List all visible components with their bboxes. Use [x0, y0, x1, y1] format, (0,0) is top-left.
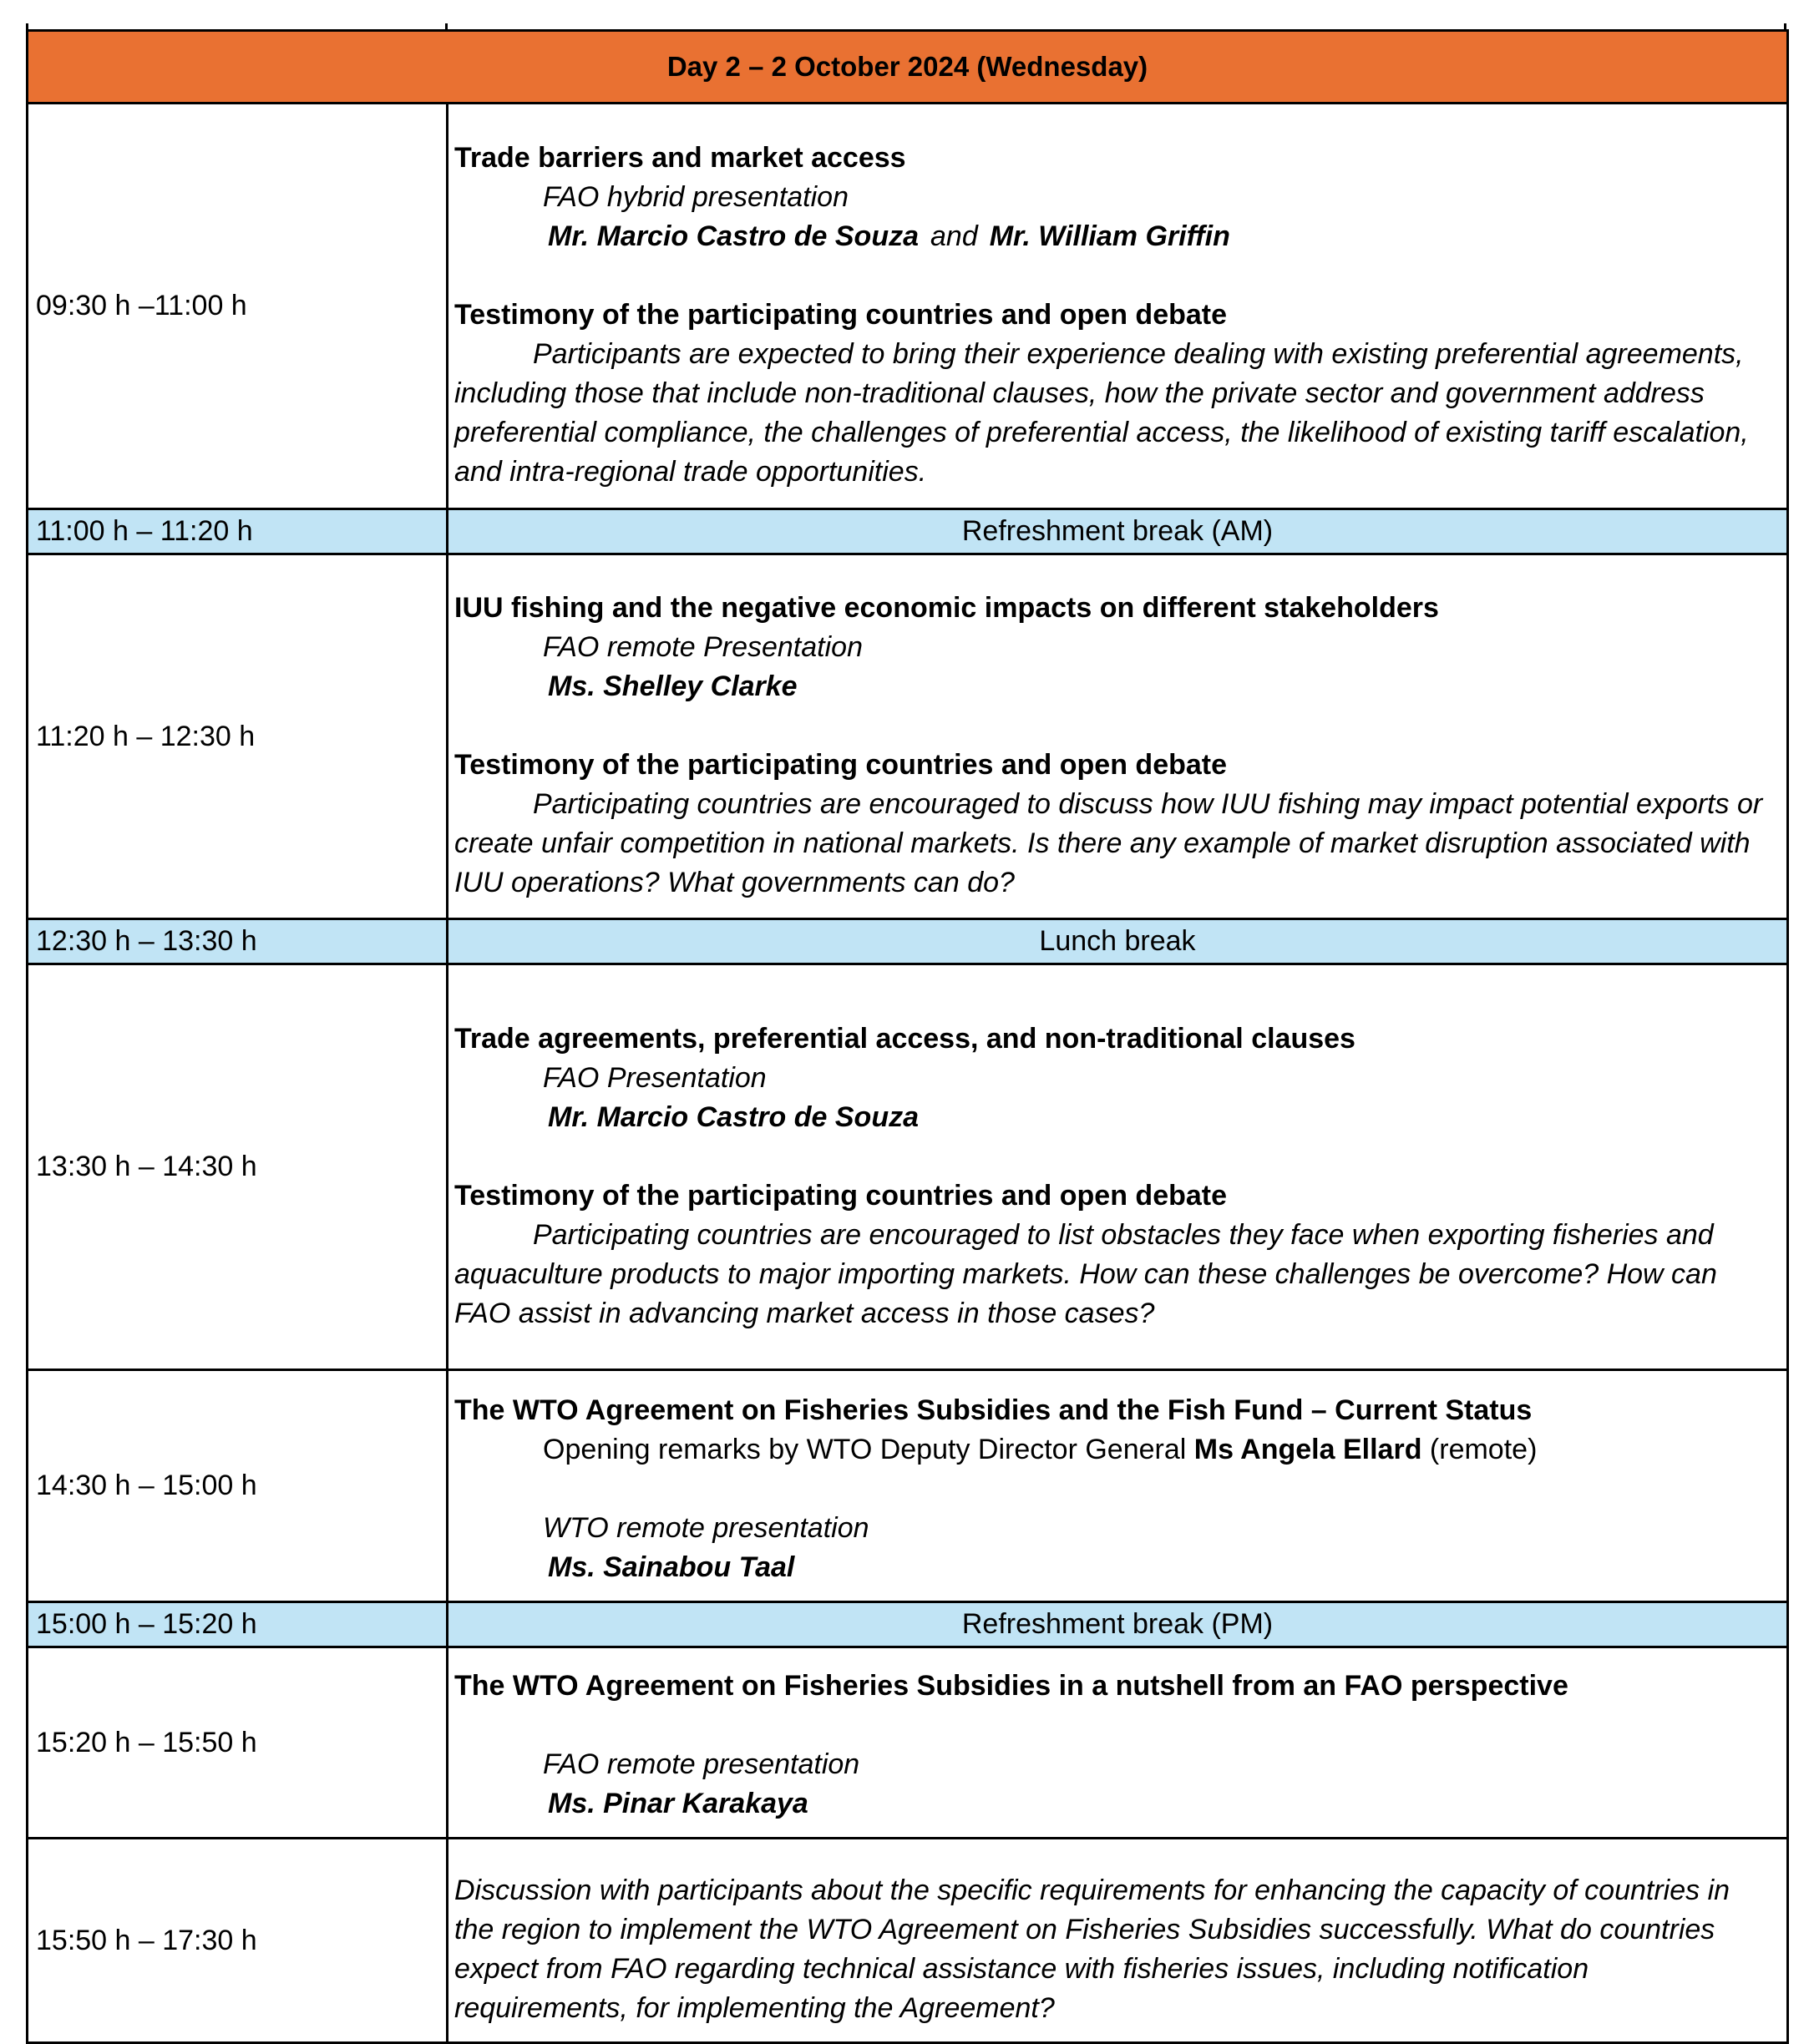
debate-title: Testimony of the participating countries and open debate [454, 749, 1228, 781]
speaker-name: Mr. Marcio Castro de Souza [548, 1100, 919, 1133]
remarks-speaker: Ms Angela Ellard [1193, 1434, 1422, 1465]
opening-remarks [454, 1430, 1770, 1470]
break-time: 15:00 h – 15:20 h [28, 1602, 448, 1647]
day-header-row [28, 31, 1788, 104]
session-content [448, 554, 1788, 919]
session-row [28, 1647, 1788, 1839]
discussion-text: Discussion with participants about the specific requirements for enhancing the capacity of countries in the region to implement the WTO Agreement on Fisheries Subsidies successfully. What do countries expect from FAO regarding technical assistance with fisheries issues, including notification requirements, for implementing the Agreement? [454, 1875, 1730, 2024]
debate-title: Testimony of the participating countries and open debate [454, 299, 1228, 331]
session-time: 14:30 h – 15:00 h [28, 1370, 448, 1602]
session-time: 15:50 h – 17:30 h [28, 1839, 448, 2043]
session-title: The WTO Agreement on Fisheries Subsidies in a nutshell from an FAO perspective [454, 1670, 1568, 1702]
session-content [448, 1839, 1788, 2043]
speaker-name: Mr. William Griffin [989, 220, 1230, 252]
session-time: 11:20 h – 12:30 h [28, 554, 448, 919]
speaker-name: Ms. Pinar Karakaya [548, 1788, 808, 1819]
break-label: Refreshment break (AM) [448, 509, 1788, 554]
session-title: IUU fishing and the negative economic impacts on different stakeholders [454, 592, 1439, 624]
speaker-conjunction: and [930, 220, 978, 252]
session-row [28, 554, 1788, 919]
presentation-format: FAO Presentation [543, 1061, 767, 1094]
break-label: Refreshment break (PM) [448, 1602, 1788, 1647]
break-row [28, 1602, 1788, 1647]
presentation-format: FAO remote Presentation [543, 631, 863, 663]
session-content [448, 104, 1788, 509]
session-title: The WTO Agreement on Fisheries Subsidies and the Fish Fund – Current Status [454, 1394, 1533, 1426]
presentation-format: FAO hybrid presentation [543, 181, 849, 213]
session-row [28, 1839, 1788, 2043]
presentation-format: FAO remote presentation [543, 1748, 860, 1780]
presentation-format: WTO remote presentation [543, 1512, 869, 1544]
session-row [28, 964, 1788, 1370]
session-time: 13:30 h – 14:30 h [28, 964, 448, 1370]
remarks-prefix: Opening remarks by WTO Deputy Director General [543, 1434, 1187, 1465]
debate-text: Participants are expected to bring their experience dealing with existing preferential agreements, including those that include non-traditional clauses, how the private sector and government address preferential compliance, the challenges of preferential access, the likelihood of existing tariff escalation, and intra-regional trade opportunities. [454, 338, 1749, 488]
break-time: 12:30 h – 13:30 h [28, 919, 448, 964]
debate-text: Participating countries are encouraged to discuss how IUU fishing may impact potential exports or create unfair competition in national markets. Is there any example of market disruption associated with IUU operations? What governments can do? [454, 788, 1763, 898]
session-title: Trade agreements, preferential access, and non-traditional clauses [454, 1022, 1355, 1055]
debate-title: Testimony of the participating countries and open debate [454, 1179, 1228, 1212]
day-header-title: Day 2 – 2 October 2024 (Wednesday) [28, 31, 1788, 104]
session-content [448, 964, 1788, 1370]
session-content [448, 1647, 1788, 1839]
session-content [448, 1370, 1788, 1602]
remarks-suffix: (remote) [1429, 1434, 1538, 1465]
speaker-name: Ms. Sainabou Taal [548, 1551, 795, 1583]
speaker-name: Mr. Marcio Castro de Souza [548, 220, 919, 252]
session-row [28, 1370, 1788, 1602]
session-time: 15:20 h – 15:50 h [28, 1647, 448, 1839]
speaker-name: Ms. Shelley Clarke [548, 670, 798, 702]
break-time: 11:00 h – 11:20 h [28, 509, 448, 554]
break-row [28, 509, 1788, 554]
session-row [28, 104, 1788, 509]
break-row [28, 919, 1788, 964]
speaker-line [454, 217, 1770, 256]
debate-text: Participating countries are encouraged to list obstacles they face when exporting fisheries and aquaculture products to major importing markets. How can these challenges be overcome? How can FAO assist in advancing market access in those cases? [454, 1218, 1717, 1329]
session-time: 09:30 h –11:00 h [28, 104, 448, 509]
agenda-table [26, 29, 1789, 2044]
break-label: Lunch break [448, 919, 1788, 964]
session-title: Trade barriers and market access [454, 142, 906, 174]
